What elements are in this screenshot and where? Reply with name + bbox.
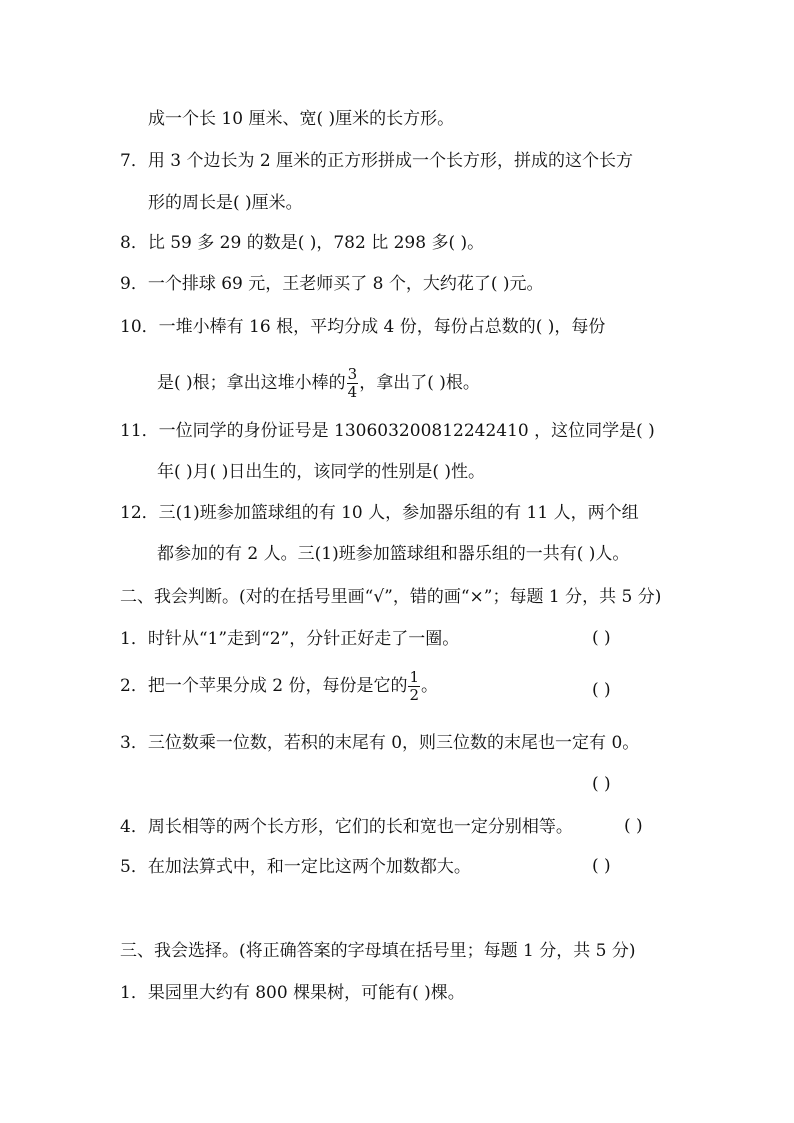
q10-line2: [157, 367, 480, 400]
fraction-numerator: 3: [347, 365, 358, 383]
judge-3-answer-paren[interactable]: ( ): [592, 774, 611, 794]
judge-2-pre: 2．把一个苹果分成 2 份，每份是它的: [120, 676, 408, 696]
judge-5: 5．在加法算式中，和一定比这两个加数都大。: [120, 857, 471, 877]
q7-line2: 形的周长是( )厘米。: [148, 193, 303, 213]
q12-line2: 都参加的有 2 人。三(1)班参加篮球组和器乐组的一共有( )人。: [157, 544, 630, 564]
choice-1: 1．果园里大约有 800 棵果树，可能有( )棵。: [120, 983, 465, 1003]
q11-line1: 11．一位同学的身份证号是 130603200812242410 ，这位同学是( ): [120, 421, 655, 441]
q9-line: 9．一个排球 69 元，王老师买了 8 个，大约花了( )元。: [120, 274, 544, 294]
q7-line1: 7．用 3 个边长为 2 厘米的正方形拼成一个长方形，拼成的这个长方: [120, 151, 634, 171]
judge-2-post: 。: [421, 676, 438, 696]
q10-line2-post: ，拿出了( )根。: [359, 373, 480, 393]
fraction-numerator: 1: [409, 668, 419, 686]
q12-line1: 12．三(1)班参加篮球组的有 10 人，参加器乐组的有 11 人，两个组: [120, 503, 639, 523]
q10-line2-pre: 是( )根；拿出这堆小棒的: [157, 373, 346, 393]
q10-line1: 10．一堆小棒有 16 根，平均分成 4 份，每份占总数的( )，每份: [120, 317, 606, 337]
fraction-one-half: [408, 670, 420, 703]
judge-1-answer-paren[interactable]: ( ): [592, 628, 611, 648]
judge-3: 3．三位数乘一位数，若积的末尾有 0，则三位数的末尾也一定有 0。: [120, 733, 640, 753]
judge-4-answer-paren[interactable]: ( ): [624, 816, 643, 836]
fraction-denominator: 2: [409, 686, 419, 704]
section-2-heading: 二、我会判断。(对的在括号里画“√”，错的画“×”；每题 1 分，共 5 分): [120, 587, 662, 607]
section-3-heading: 三、我会选择。(将正确答案的字母填在括号里；每题 1 分，共 5 分): [120, 941, 636, 961]
judge-2-answer-paren[interactable]: ( ): [592, 680, 611, 700]
fraction-denominator: 4: [347, 383, 358, 401]
judge-5-answer-paren[interactable]: ( ): [592, 856, 611, 876]
q8-line: 8．比 59 多 29 的数是( )，782 比 298 多( )。: [120, 233, 485, 253]
judge-4: 4．周长相等的两个长方形，它们的长和宽也一定分别相等。: [120, 817, 573, 837]
judge-2: [120, 670, 438, 703]
judge-1: 1．时针从“1”走到“2”，分针正好走了一圈。: [120, 629, 460, 649]
q6-line2: 成一个长 10 厘米、宽( )厘米的长方形。: [148, 109, 455, 129]
fraction-three-quarters: [347, 367, 359, 400]
q11-line2: 年( )月( )日出生的，该同学的性别是( )性。: [157, 462, 486, 482]
